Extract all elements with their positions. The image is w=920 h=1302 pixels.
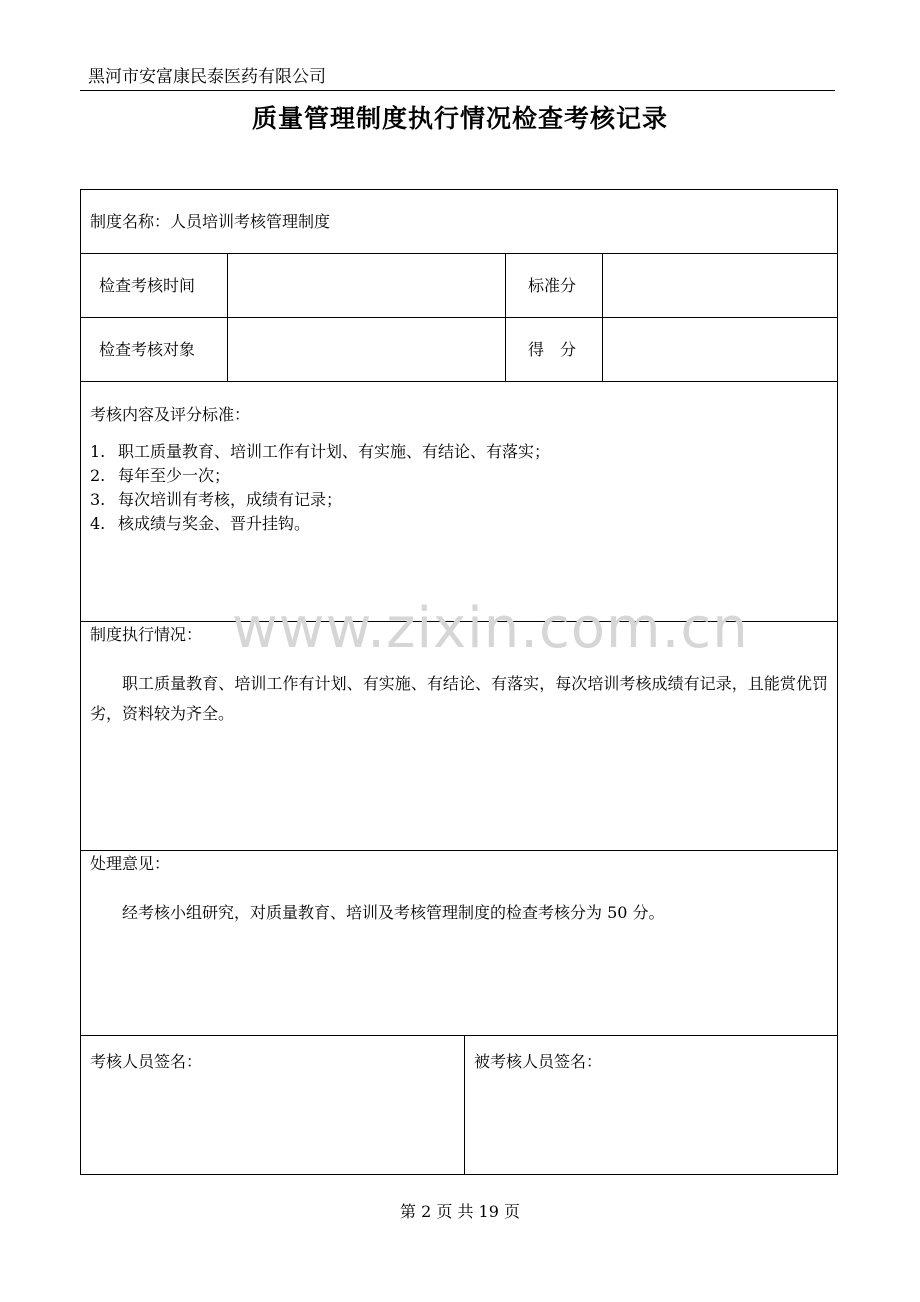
inspection-form-table: [80, 189, 838, 1175]
execution-text: 职工质量教育、培训工作有计划、有实施、有结论、有落实，每次培训考核成绩有记录，且能赏优罚劣，资料较为齐全。: [90, 674, 828, 723]
column-divider: [505, 253, 506, 381]
column-divider: [227, 253, 228, 381]
criteria-item-text: 每年至少一次；: [118, 466, 231, 485]
criteria-item-text: 每次培训有考核，成绩有记录；: [118, 490, 343, 509]
watermark: www.zixin.com.cn: [232, 596, 749, 661]
row-divider: [81, 850, 837, 851]
examiner-signature-label: 考核人员签名：: [90, 1052, 203, 1071]
score-label: 得 分: [528, 340, 577, 359]
criteria-item-number: 3.: [90, 490, 106, 509]
check-object-label: 检查考核对象: [99, 340, 196, 359]
standard-score-label: 标准分: [528, 276, 577, 295]
row-divider: [81, 1035, 837, 1036]
header-rule: [80, 90, 835, 91]
execution-heading: 制度执行情况：: [90, 625, 203, 644]
page-number: 第 2 页 共 19 页: [400, 1202, 520, 1221]
company-name: 黑河市安富康民泰医药有限公司: [88, 67, 326, 87]
criteria-item-text: 职工质量教育、培训工作有计划、有实施、有结论、有落实；: [118, 442, 551, 461]
column-divider: [602, 253, 603, 381]
criteria-item-number: 2.: [90, 466, 106, 485]
row-divider: [81, 381, 837, 382]
criteria-item-number: 4.: [90, 514, 106, 533]
document-title: 质量管理制度执行情况检查考核记录: [251, 104, 668, 133]
criteria-item-number: 1.: [90, 442, 106, 461]
row-divider: [81, 253, 837, 254]
criteria-heading: 考核内容及评分标准：: [90, 405, 251, 424]
row-divider: [81, 317, 837, 318]
opinion-heading: 处理意见：: [90, 854, 171, 873]
system-name: 制度名称：人员培训考核管理制度: [90, 212, 331, 231]
opinion-text: 经考核小组研究，对质量教育、培训及考核管理制度的检查考核分为 50 分。: [122, 903, 665, 922]
examinee-signature-label: 被考核人员签名：: [474, 1052, 603, 1071]
criteria-item-text: 核成绩与奖金、晋升挂钩。: [118, 514, 311, 533]
column-divider: [464, 1035, 465, 1175]
check-time-label: 检查考核时间: [99, 276, 196, 295]
